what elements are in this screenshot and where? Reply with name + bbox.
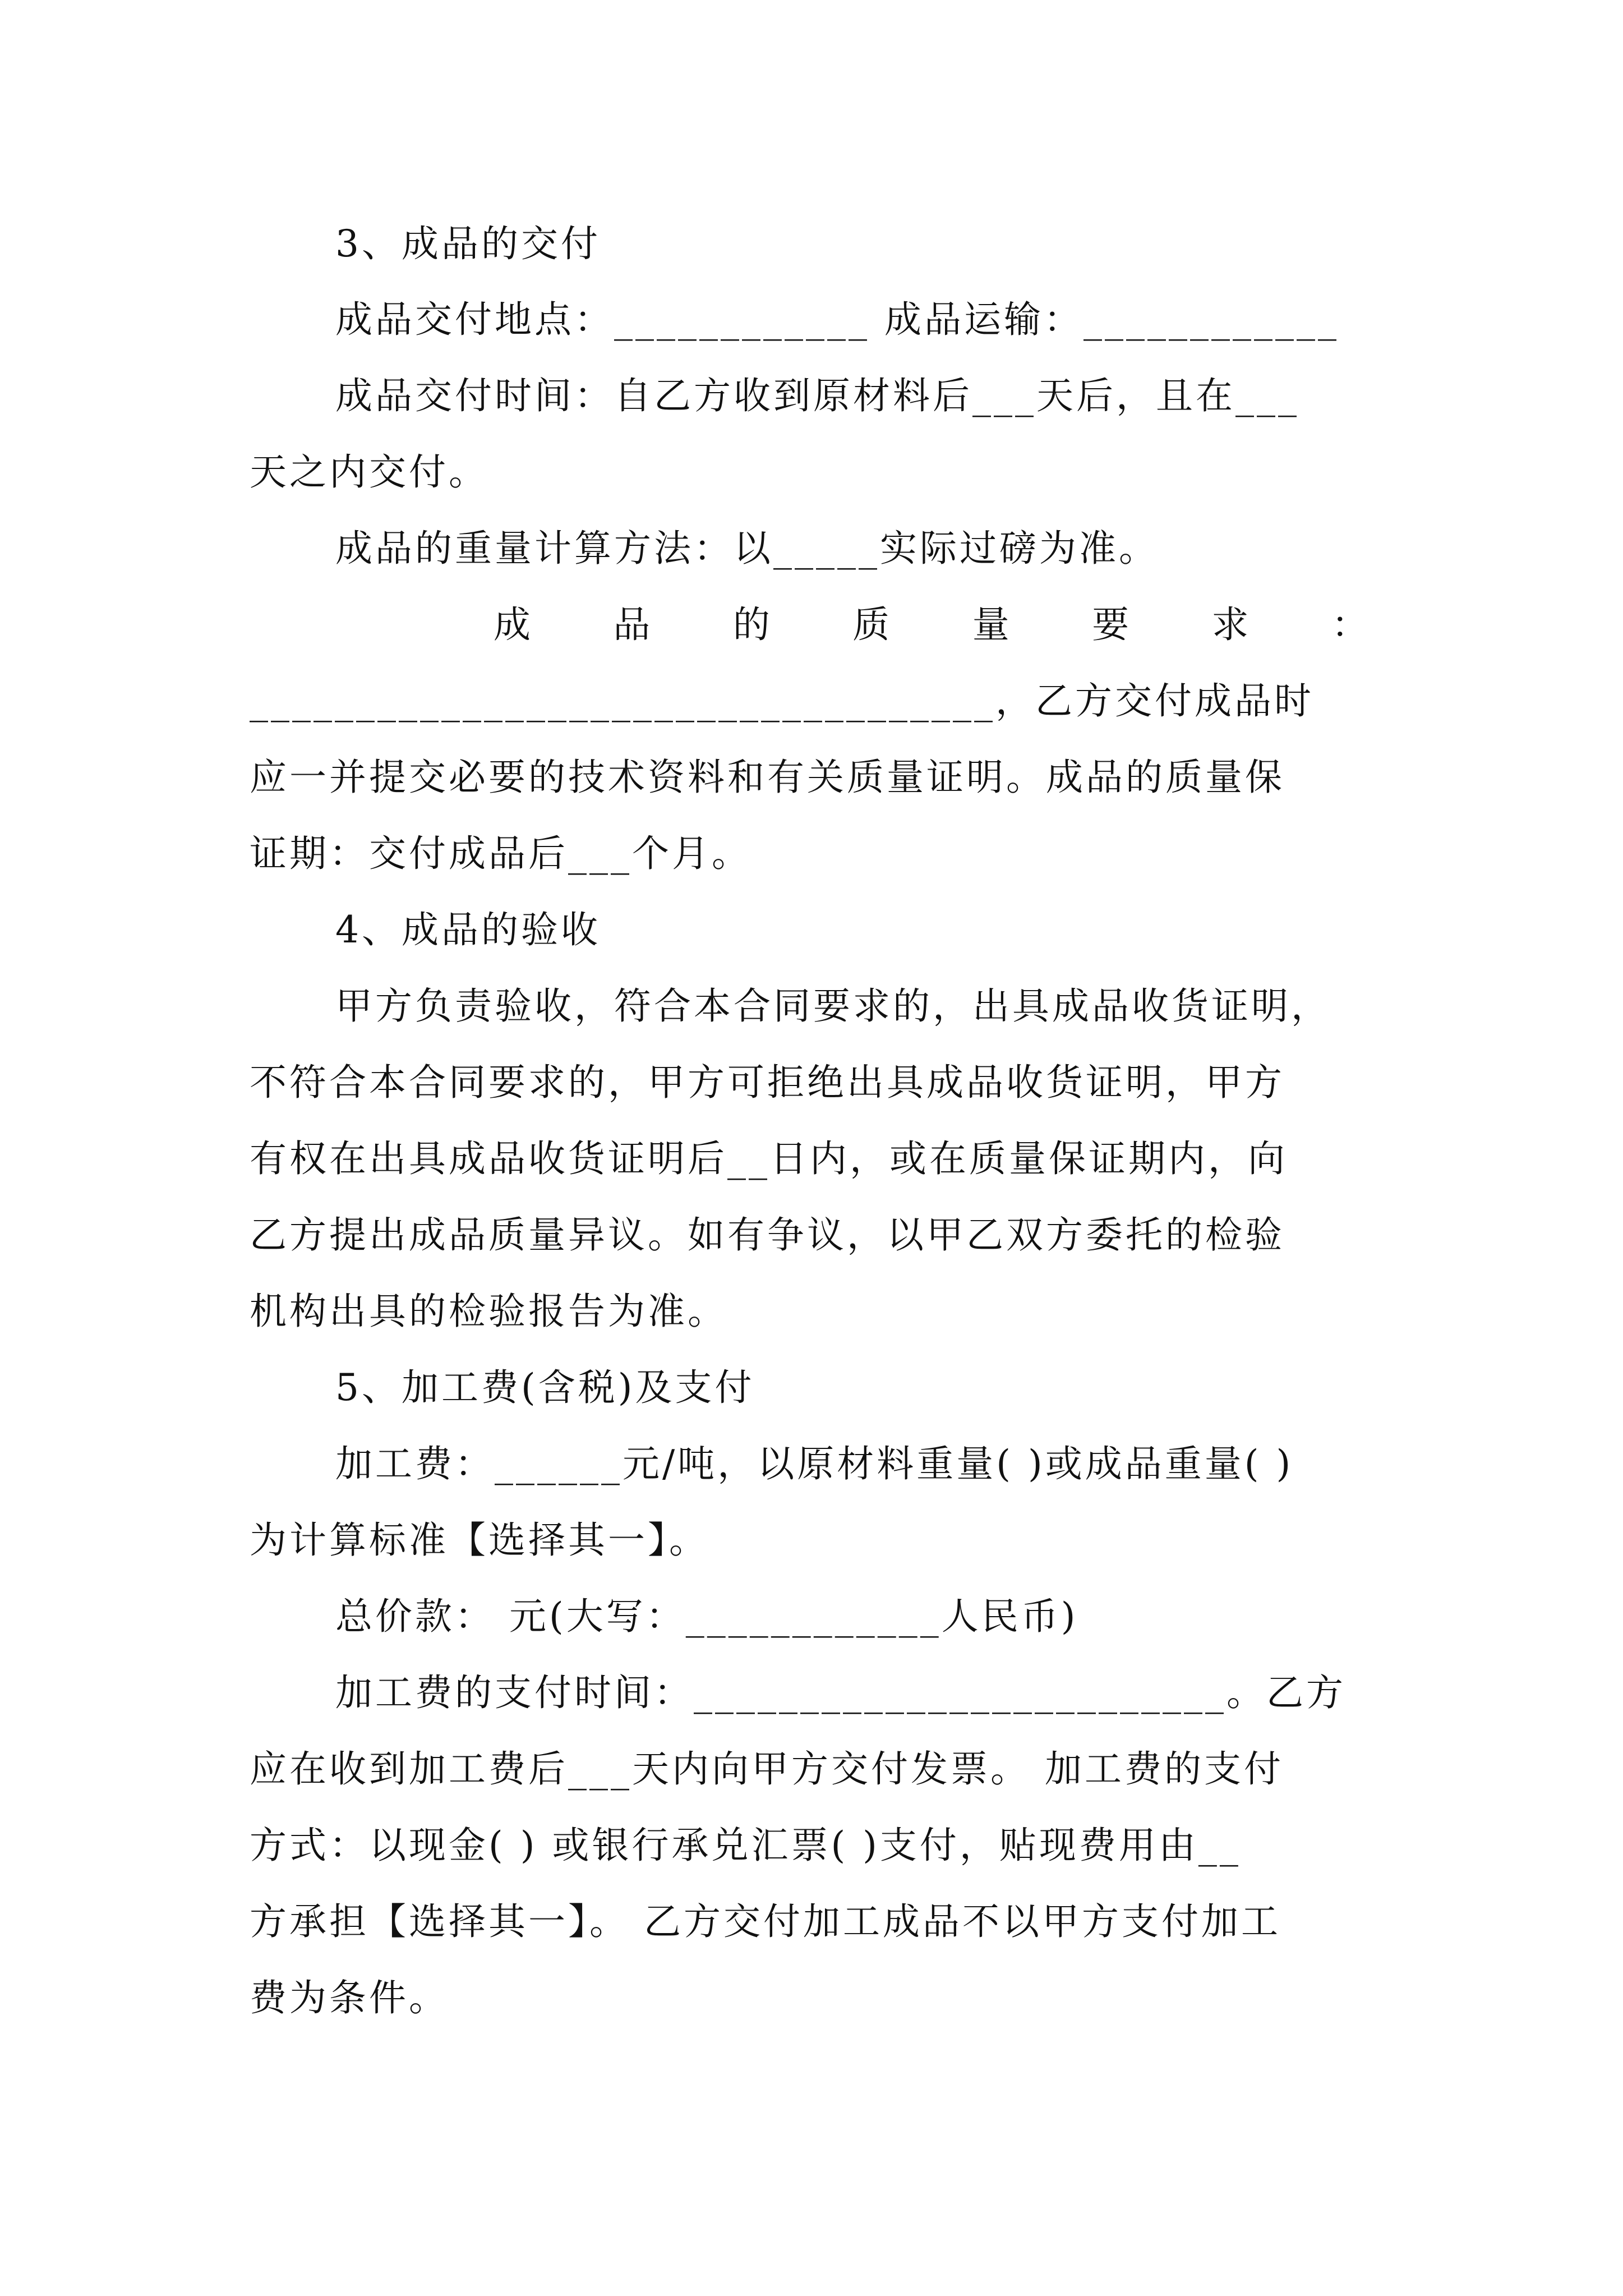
paragraph-line: 成品的重量计算方法：以_____实际过磅为准。 <box>335 527 1159 570</box>
paragraph-line: 乙方提出成品质量异议。如有争议，以甲乙双方委托的检验 <box>250 1213 1285 1257</box>
paragraph-line: 机构出具的检验报告为准。 <box>250 1290 727 1333</box>
spread-char: 质 <box>852 603 890 646</box>
paragraph-line: 加工费：______元/吨，以原材料重量( )或成品重量( ) <box>335 1442 1294 1485</box>
section-heading-delivery: 3、成品的交付 <box>335 222 601 265</box>
spread-char: 的 <box>732 603 770 646</box>
paragraph-line: 费为条件。 <box>250 1976 449 2019</box>
paragraph-line: 应在收到加工费后___天内向甲方交付发票。 加工费的支付 <box>250 1747 1284 1791</box>
paragraph-line: 应一并提交必要的技术资料和有关质量证明。成品的质量保 <box>250 756 1285 799</box>
paragraph-line: 为计算标准【选择其一】。 <box>250 1519 709 1562</box>
paragraph-line: 天之内交付。 <box>250 450 488 494</box>
paragraph-line: ___________________________________，乙方交付成品时 <box>250 679 1314 723</box>
paragraph-line: 方承担【选择其一】。 乙方交付加工成品不以甲方支付加工 <box>250 1900 1281 1943</box>
paragraph-line: 不符合本合同要求的，甲方可拒绝出具成品收货证明，甲方 <box>250 1061 1285 1104</box>
paragraph-line: 成品交付时间：自乙方收到原材料后___天后，且在___ <box>335 374 1299 417</box>
spread-char: 量 <box>972 603 1009 646</box>
section-heading-acceptance: 4、成品的验收 <box>335 908 601 951</box>
paragraph-line: 总价款： 元(大写：____________人民币) <box>335 1595 1078 1638</box>
spread-char: 成 <box>494 603 531 646</box>
paragraph-line: 有权在出具成品收货证明后__日内，或在质量保证期内，向 <box>250 1137 1288 1180</box>
spread-char: 品 <box>613 603 651 646</box>
paragraph-line: 加工费的支付时间：_________________________。乙方 <box>335 1671 1346 1714</box>
paragraph-line: 证期：交付成品后___个月。 <box>250 832 751 875</box>
spread-char: 要 <box>1092 603 1129 646</box>
section-heading-fee: 5、加工费(含税)及支付 <box>335 1366 755 1409</box>
paragraph-line: 方式：以现金( ) 或银行承兑汇票( )支付，贴现费用由__ <box>250 1824 1241 1867</box>
spread-char: 求 <box>1211 603 1249 646</box>
quality-requirement-label <box>494 586 1368 664</box>
spread-char: ： <box>1331 603 1368 646</box>
paragraph-line: 甲方负责验收，符合本合同要求的，出具成品收货证明， <box>335 984 1331 1028</box>
paragraph-line: 成品交付地点：____________ 成品运输：____________ <box>335 298 1339 341</box>
